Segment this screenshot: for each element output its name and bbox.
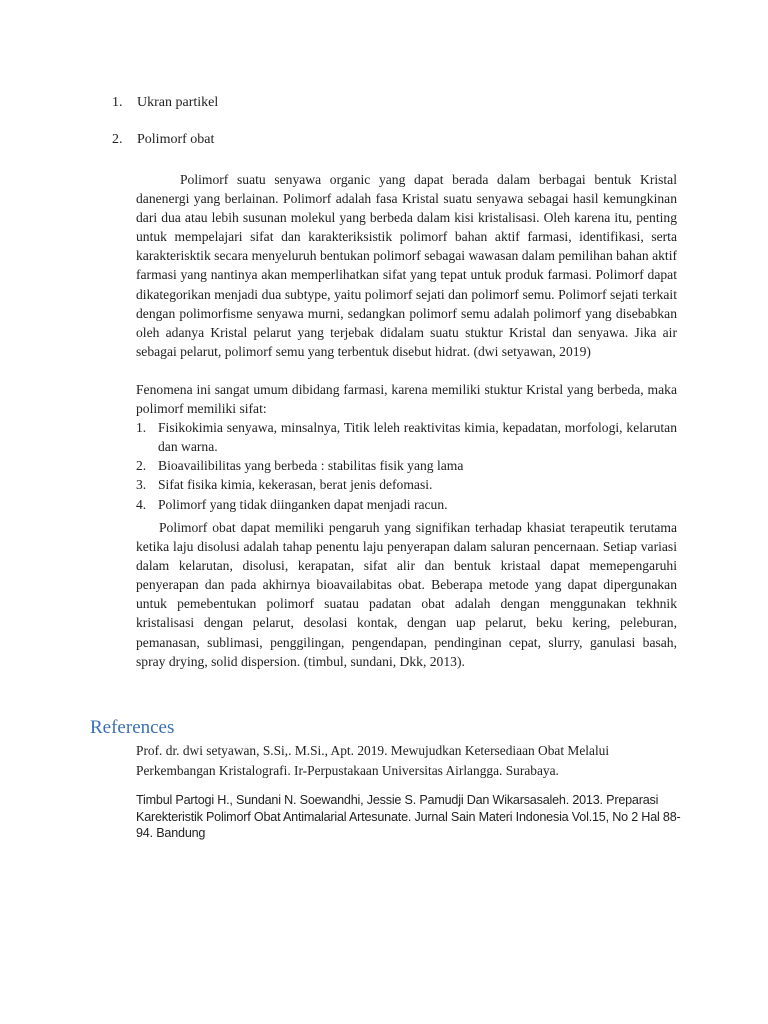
list-number: 3.: [136, 477, 147, 493]
paragraph-polimorf-pengaruh: Polimorf obat dapat memiliki pengaruh yang signifikan terhadap khasiat terapeutik terutama ketika laju disolusi adalah tahap penentu laju penyerapan dalam saluran pencernaan. Setiap variasi dalam kelarutan, disolusi, kerapatan, sifat alir dan bentuk kristaal dapat memepengaruhi penyerapan dan pada akhirnya bioavailabitas obat. Beberapa metode yang dapat dipergunakan untuk pemebentukan polimorf suatau padatan obat adalah dengan menggunakan tekhnik kristalisasi dengan pelarut, desolasi kontak, dengan uap pelarut, beku kering, peleburan, pemanasan, sublimasi, penggilingan, pengendapan, pendinginan cepat, slurry, ganulasi basah, spray drying, solid dispersion. (timbul, sundani, Dkk, 2013).: [136, 520, 677, 669]
reference-item: Prof. dr. dwi setyawan, S.Si,. M.Si., Apt. 2019. Mewujudkan Ketersediaan Obat Melalui Perkembangan Kristalografi. Ir-Perpustakaan Universitas Airlangga. Surabaya.: [136, 743, 610, 778]
list-number: 2.: [136, 458, 147, 474]
properties-section: [136, 380, 677, 514]
list-text: Sifat fisika kimia, kekerasan, berat jenis defomasi.: [158, 477, 433, 493]
list-item: [136, 418, 677, 456]
paragraph-fenomena: Fenomena ini sangat umum dibidang farmasi, karena memiliki stuktur Kristal yang berbeda, maka polimorf memiliki sifat:: [136, 382, 677, 417]
paragraph-polimorf-definition: Polimorf suatu senyawa organic yang dapat berada dalam berbagai bentuk Kristal danenergi yang berlainan. Polimorf adalah fasa Kristal suatu senyawa sebagai hasil kemungkinan dari dua atau lebih susunan molekul yang berbeda dalam kisi kristalisasi. Oleh karena itu, penting untuk mempelajari sifat dan karakteriksistik polimorf bahan aktif farmasi, identifikasi, serta karakterisktik secara menyeluruh bentukan polimorf sebagai wawasan dalam pemilihan bahan aktif farmasi yang nantinya akan memperlihatkan sifat yang tepat untuk produk farmasi. Polimorf dapat dikategorikan menjadi dua subtype, yaitu polimorf sejati dan polimorf semu. Polimorf sejati terkait dengan polimorfisme senyawa murni, sedangkan polimorf semu adalah polimorf yang disebabkan oleh adanya Kristal pelarut yang terjebak didalam suatu stuktur Kristal dan senyawa. Jika air sebagai pelarut, polimorf semu yang terbentuk disebut hidrat. (dwi setyawan, 2019): [136, 172, 677, 359]
list-item: [136, 456, 677, 475]
list-number: 1.: [136, 420, 147, 436]
properties-list: [136, 418, 677, 513]
list-item-polimorf-obat: [112, 131, 214, 149]
list-item: [136, 475, 677, 494]
reference-item: Timbul Partogi H., Sundani N. Soewandhi, Jessie S. Pamudji Dan Wikarsasaleh. 2013. Preparasi Karekteristik Polimorf Obat Antimalarial Artesunate. Jurnal Sain Materi Indonesia Vol.15, No 2 Hal 88-94. Bandung: [136, 793, 681, 840]
list-label: Ukran partikel: [137, 95, 219, 110]
references-heading: References: [90, 717, 175, 738]
list-number: 1.: [112, 95, 123, 110]
list-number: 4.: [136, 496, 147, 512]
list-number: 2.: [112, 132, 123, 147]
list-label: Polimorf obat: [137, 132, 215, 147]
list-item: [136, 495, 677, 514]
list-text: Fisikokimia senyawa, minsalnya, Titik leleh reaktivitas kimia, kepadatan, morfologi, kelarutan dan warna.: [158, 420, 677, 455]
list-item-ukuran-partikel: [112, 94, 218, 112]
list-text: Polimorf yang tidak diinganken dapat menjadi racun.: [158, 496, 448, 512]
list-text: Bioavailibilitas yang berbeda : stabilitas fisik yang lama: [158, 458, 464, 474]
